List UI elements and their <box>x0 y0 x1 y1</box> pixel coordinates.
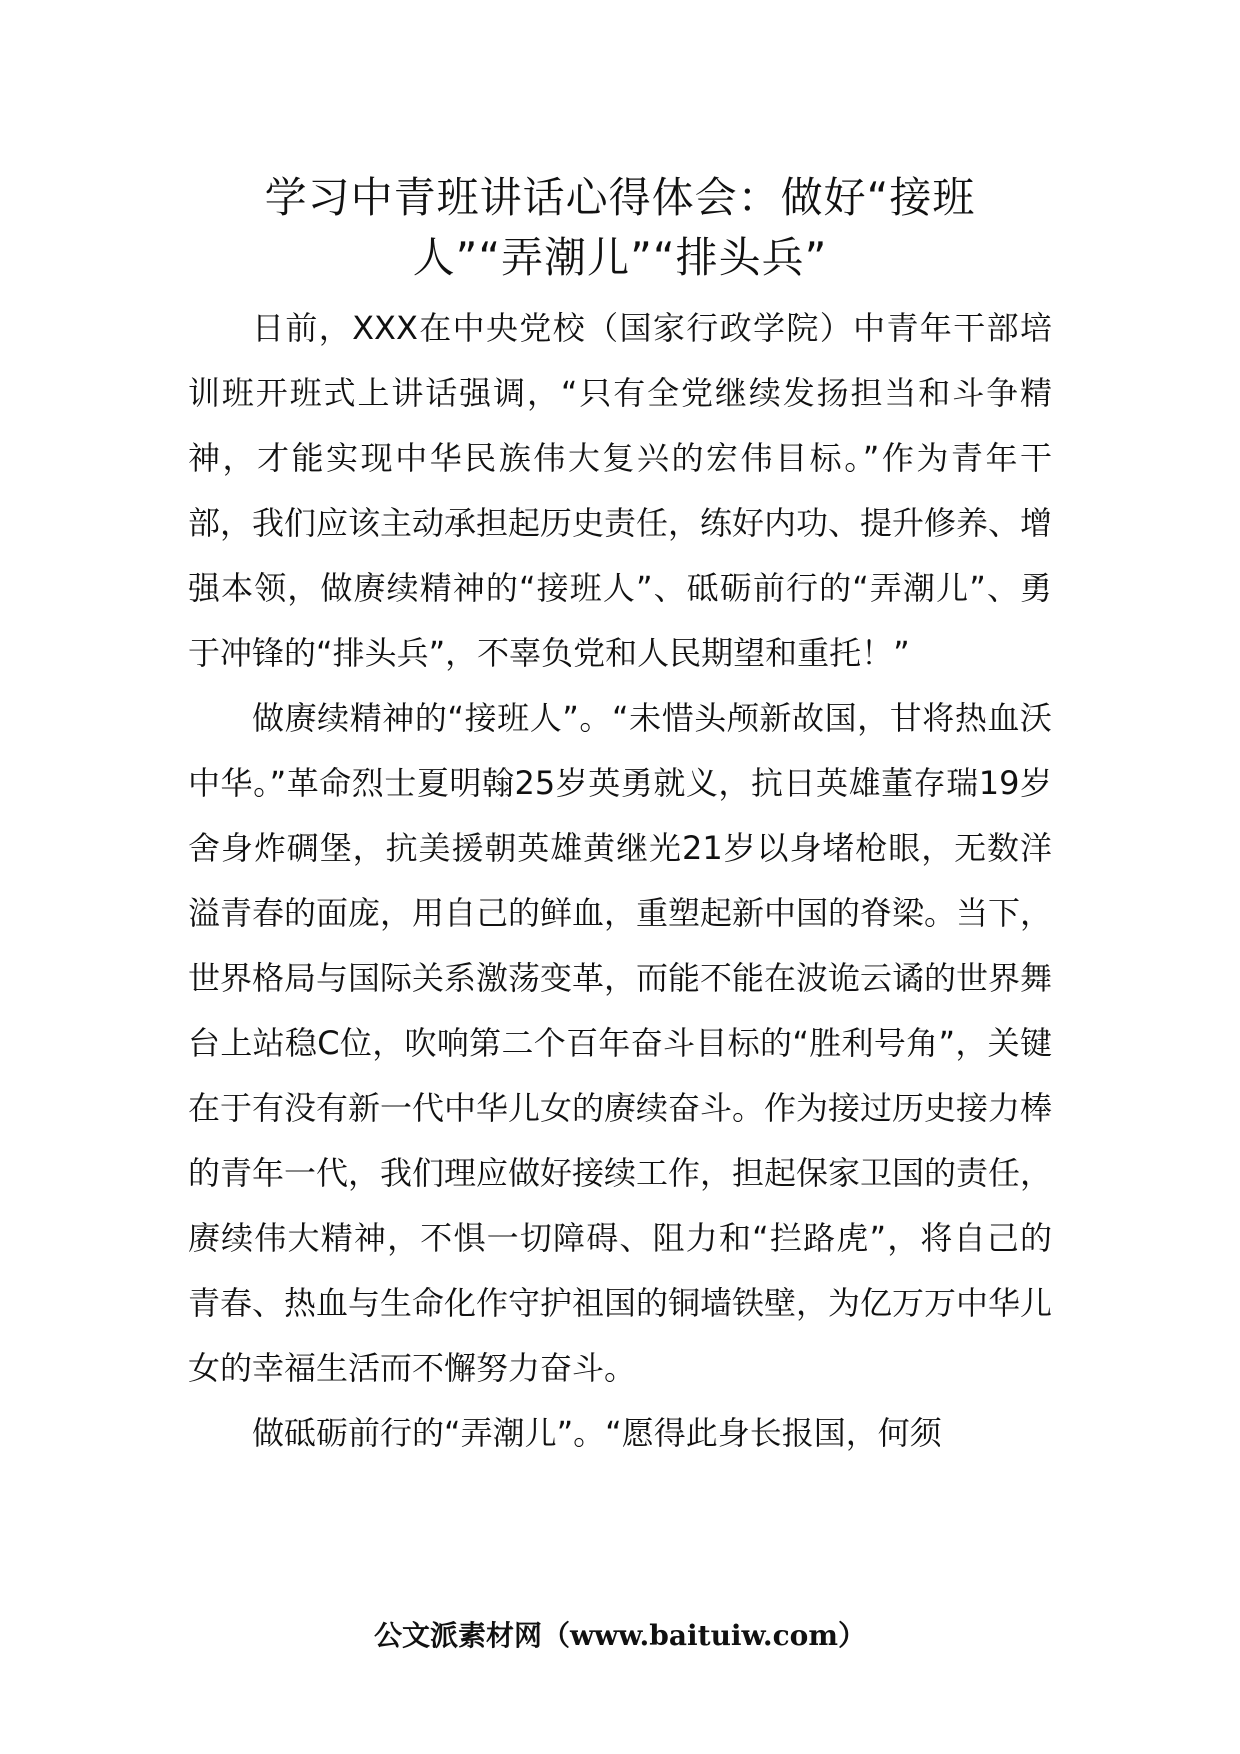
title-line-2: 人”“弄潮儿”“排头兵” <box>412 233 828 282</box>
paragraph-intro: 日前，XXX在中央党校（国家行政学院）中青年干部培训班开班式上讲话强调，“只有全党继续发扬担当和斗争精神，才能实现中华民族伟大复兴的宏伟目标。”作为青年干部，我们应该主动承担起历史责任，练好内功、提升修养、增强本领，做赓续精神的“接班人”、砥砺前行的“弄潮儿”、勇于冲锋的“排头兵”，不辜负党和人民期望和重托！” <box>188 309 1053 672</box>
paragraph-successor: 做赓续精神的“接班人”。“未惜头颅新故国，甘将热血沃中华。”革命烈士夏明翰25岁英勇就义，抗日英雄董存瑞19岁舍身炸碉堡，抗美援朝英雄黄继光21岁以身堵枪眼，无数洋溢青春的面庞，用自己的鲜血，重塑起新中国的脊梁。当下，世界格局与国际关系激荡变革，而能不能在波诡云谲的世界舞台上站稳C位，吹响第二个百年奋斗目标的“胜利号角”，关键在于有没有新一代中华儿女的赓续奋斗。作为接过历史接力棒的青年一代，我们理应做好接续工作，担起保家卫国的责任，赓续伟大精神，不惧一切障碍、阻力和“拦路虎”，将自己的青春、热血与生命化作守护祖国的铜墙铁壁，为亿万万中华儿女的幸福生活而不懈努力奋斗。 <box>188 699 1053 1387</box>
title-line-1: 学习中青班讲话心得体会：做好“接班 <box>264 173 976 222</box>
document-title <box>180 168 1060 288</box>
paragraph-trendsetter: 做砥砺前行的“弄潮儿”。“愿得此身长报国，何须 <box>252 1414 942 1452</box>
document-body <box>188 296 1052 1466</box>
footer-watermark: 公文派素材网（www.baituiw.com） <box>374 1619 866 1652</box>
